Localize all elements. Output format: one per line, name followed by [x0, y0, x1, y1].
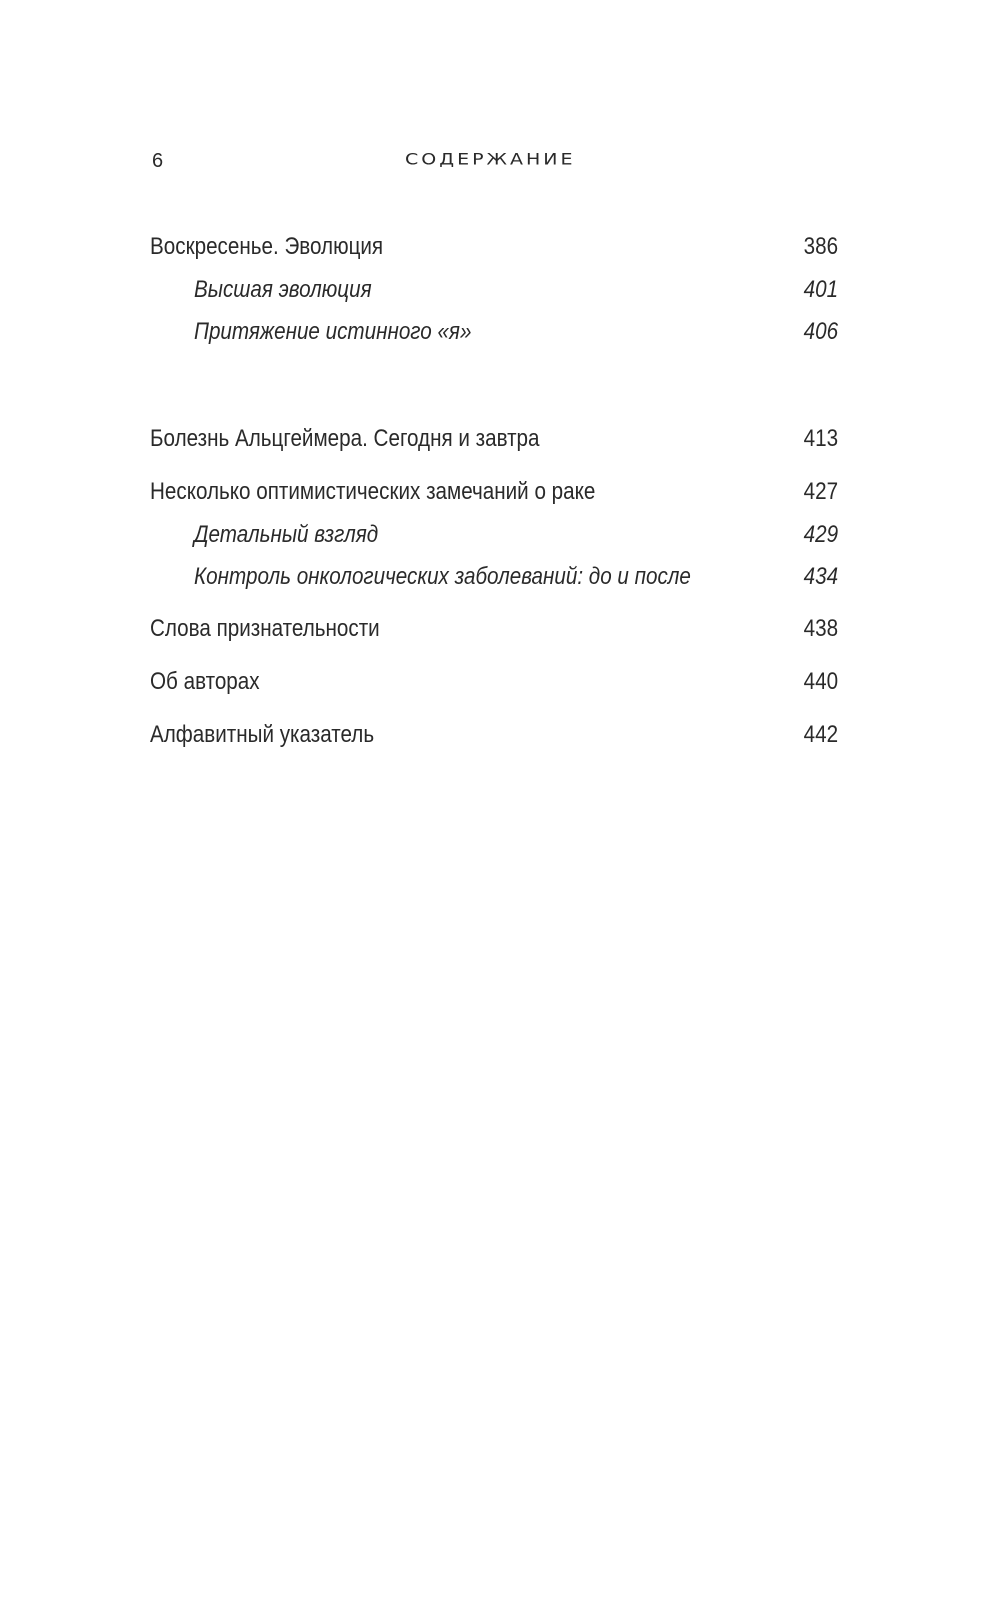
toc-entry-title: Об авторах [150, 668, 260, 695]
toc-entry-title: Притяжение истинного «я» [194, 318, 472, 345]
toc-subentry[interactable] [194, 275, 838, 305]
toc-entry-title: Болезнь Альцгеймера. Сегодня и завтра [150, 425, 540, 452]
toc-entry-page: 442 [803, 721, 838, 748]
toc-entry-page: 438 [803, 615, 838, 642]
toc-entry[interactable] [150, 232, 838, 262]
toc-entry-title: Несколько оптимистических замечаний о раке [150, 478, 596, 505]
toc-entry-page: 427 [803, 478, 838, 505]
toc-entry-page: 406 [803, 318, 838, 345]
toc-entry-page: 434 [803, 563, 838, 590]
toc-entry[interactable] [150, 424, 838, 454]
toc-entry-title: Детальный взгляд [194, 521, 379, 548]
toc-entry[interactable] [150, 614, 838, 644]
toc-entry-page: 429 [803, 521, 838, 548]
toc-entry[interactable] [150, 477, 838, 507]
toc-entry-page: 440 [803, 668, 838, 695]
toc-entry[interactable] [150, 720, 838, 750]
toc-entry[interactable] [150, 667, 838, 697]
toc-entry-title: Воскресенье. Эволюция [150, 233, 384, 260]
toc-entry-page: 386 [803, 233, 838, 260]
toc-subentry[interactable] [194, 520, 838, 550]
toc-entry-title: Высшая эволюция [194, 276, 372, 303]
toc-subentry[interactable] [194, 562, 838, 592]
toc-subentry[interactable] [194, 317, 838, 347]
page-number: 6 [152, 150, 165, 172]
running-head: СОДЕРЖАНИЕ [405, 150, 576, 169]
toc-entry-title: Алфавитный указатель [150, 721, 375, 748]
toc-entry-page: 413 [803, 425, 838, 452]
toc-entry-page: 401 [803, 276, 838, 303]
toc-entry-title: Контроль онкологических заболеваний: до и после [194, 563, 691, 590]
toc-entry-title: Слова признательности [150, 615, 380, 642]
